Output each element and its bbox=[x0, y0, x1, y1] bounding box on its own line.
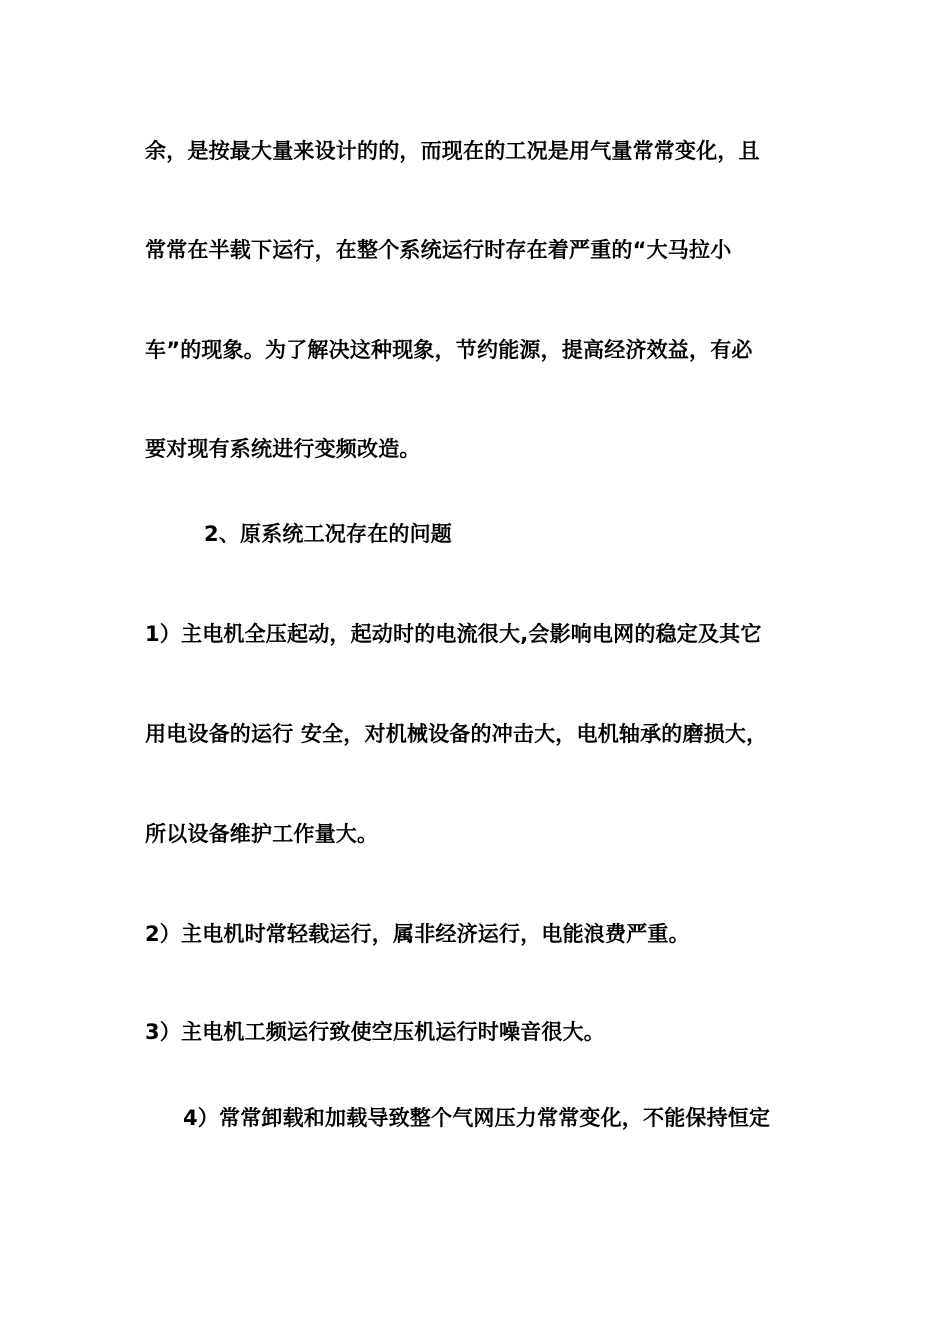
paragraph-line-3: 车”的现象。为了解决这种现象，节约能源，提高经济效益，有必 bbox=[145, 338, 753, 362]
paragraph-line-1: 余，是按最大量来设计的的，而现在的工况是用气量常常变化，且 bbox=[145, 139, 760, 163]
list-item-1-line-3: 所以设备维护工作量大。 bbox=[145, 822, 379, 846]
list-item-1-line-2: 用电设备的运行 安全，对机械设备的冲击大，电机轴承的磨损大， bbox=[145, 722, 768, 746]
list-item-2: 2）主电机时常轻载运行，属非经济运行，电能浪费严重。 bbox=[145, 922, 690, 946]
paragraph-line-4: 要对现有系统进行变频改造。 bbox=[145, 437, 421, 461]
list-item-3: 3）主电机工频运行致使空压机运行时噪音很大。 bbox=[145, 1020, 606, 1044]
paragraph-line-2: 常常在半载下运行，在整个系统运行时存在着严重的“大马拉小 bbox=[145, 238, 732, 262]
section-heading: 2、原系统工况存在的问题 bbox=[204, 522, 453, 546]
list-item-1-line-1: 1）主电机全压起动，起动时的电流很大,会影响电网的稳定及其它 bbox=[145, 622, 762, 646]
list-item-4: 4）常常卸载和加载导致整个气网压力常常变化，不能保持恒定 bbox=[183, 1106, 771, 1130]
